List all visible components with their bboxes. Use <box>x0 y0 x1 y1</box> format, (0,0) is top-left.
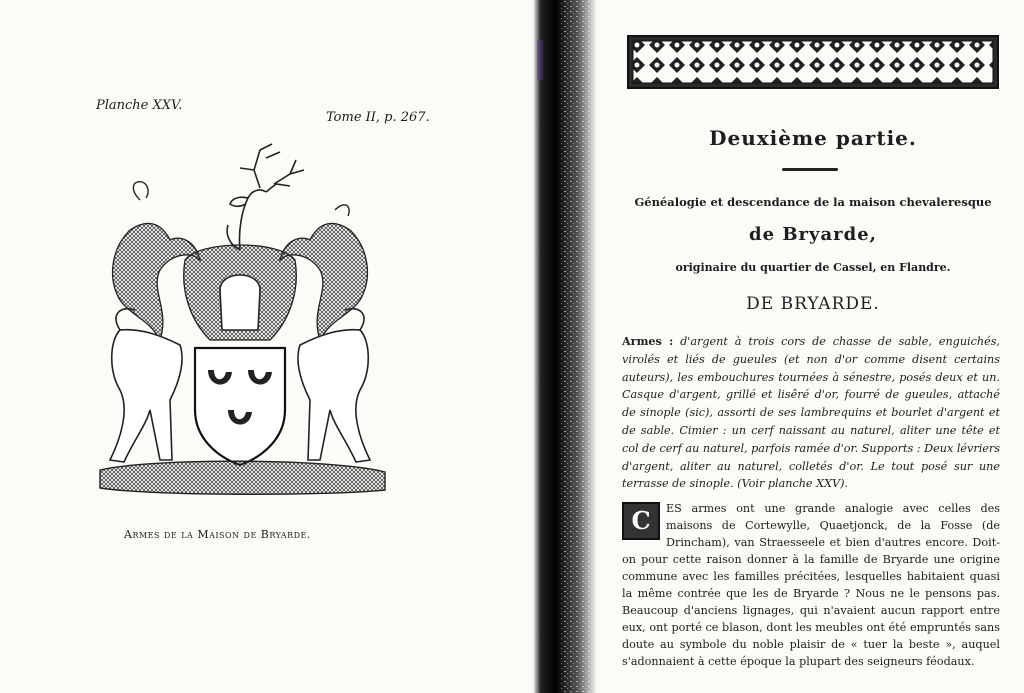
title-rule <box>782 168 838 171</box>
body-text: ES armes ont une grande analogie avec celles des maisons de Cortewylle, Quaetjonck, de la Fosse (de Drincham), van Straesseele et bien d'autres encore. Doit-on pour cette raison donner à la famille de Bryarde une origine commune avec les familles précitées, lesquelles habitaient quasi la même contrée que les de Bryarde ? Nous ne le pensons pas. Beaucoup d'anciens lignages, qui n'avaient aucun rapport entre eux, ont porté ce blason, dont les meubles ont été empruntés sans doute au symbole du noble plaisir de « tuer la beste », auquel s'adonnaient à cette époque la plupart des seigneurs féodaux. <box>622 502 1000 668</box>
coat-of-arms-illustration <box>90 140 390 510</box>
arms-paragraph <box>622 333 1000 493</box>
genealogy-title: Généalogie et descendance de la maison chevaleresque <box>634 195 992 209</box>
body-paragraph <box>622 500 1000 670</box>
arms-text: d'argent à trois cors de chasse de sable, enguichés, virolés et liés de gueules (et non d'or comme disent certains auteurs), les embouchures tournées à sénestre, posés deux et un. Casque d'argent, grillé et lisêré d'or, fourré de gueules, attaché de sinople (sic), assorti de ses lambrequins et bourlet d'argent et de sable. Cimier : un cerf naissant au naturel, aliter une tête et col de cerf au naturel, parfois ramée d'or. Supports : Deux lévriers d'argent, aliter au naturel, colletés d'or. Le tout posé sur une terrasse de sinople. (Voir planche XXV). <box>622 335 1000 491</box>
plate-label: Planche XXV. <box>96 98 183 113</box>
decorative-header-border <box>627 35 999 89</box>
helmet <box>220 275 260 330</box>
plate-caption: Armes de la Maison de Bryarde. <box>124 528 311 541</box>
shield <box>195 348 285 465</box>
stag-crest <box>227 144 304 250</box>
house-name: de Bryarde, <box>749 224 877 245</box>
arms-label: Armes : <box>622 334 674 348</box>
binding-gutter <box>533 0 597 693</box>
part-title: Deuxième partie. <box>709 126 917 150</box>
terrace <box>100 461 385 494</box>
section-heading: DE BRYARDE. <box>746 294 880 314</box>
origin-line: originaire du quartier de Cassel, en Flandre. <box>675 261 951 274</box>
tome-label: Tome II, p. 267. <box>326 110 430 125</box>
drop-cap-initial: C <box>622 502 660 540</box>
